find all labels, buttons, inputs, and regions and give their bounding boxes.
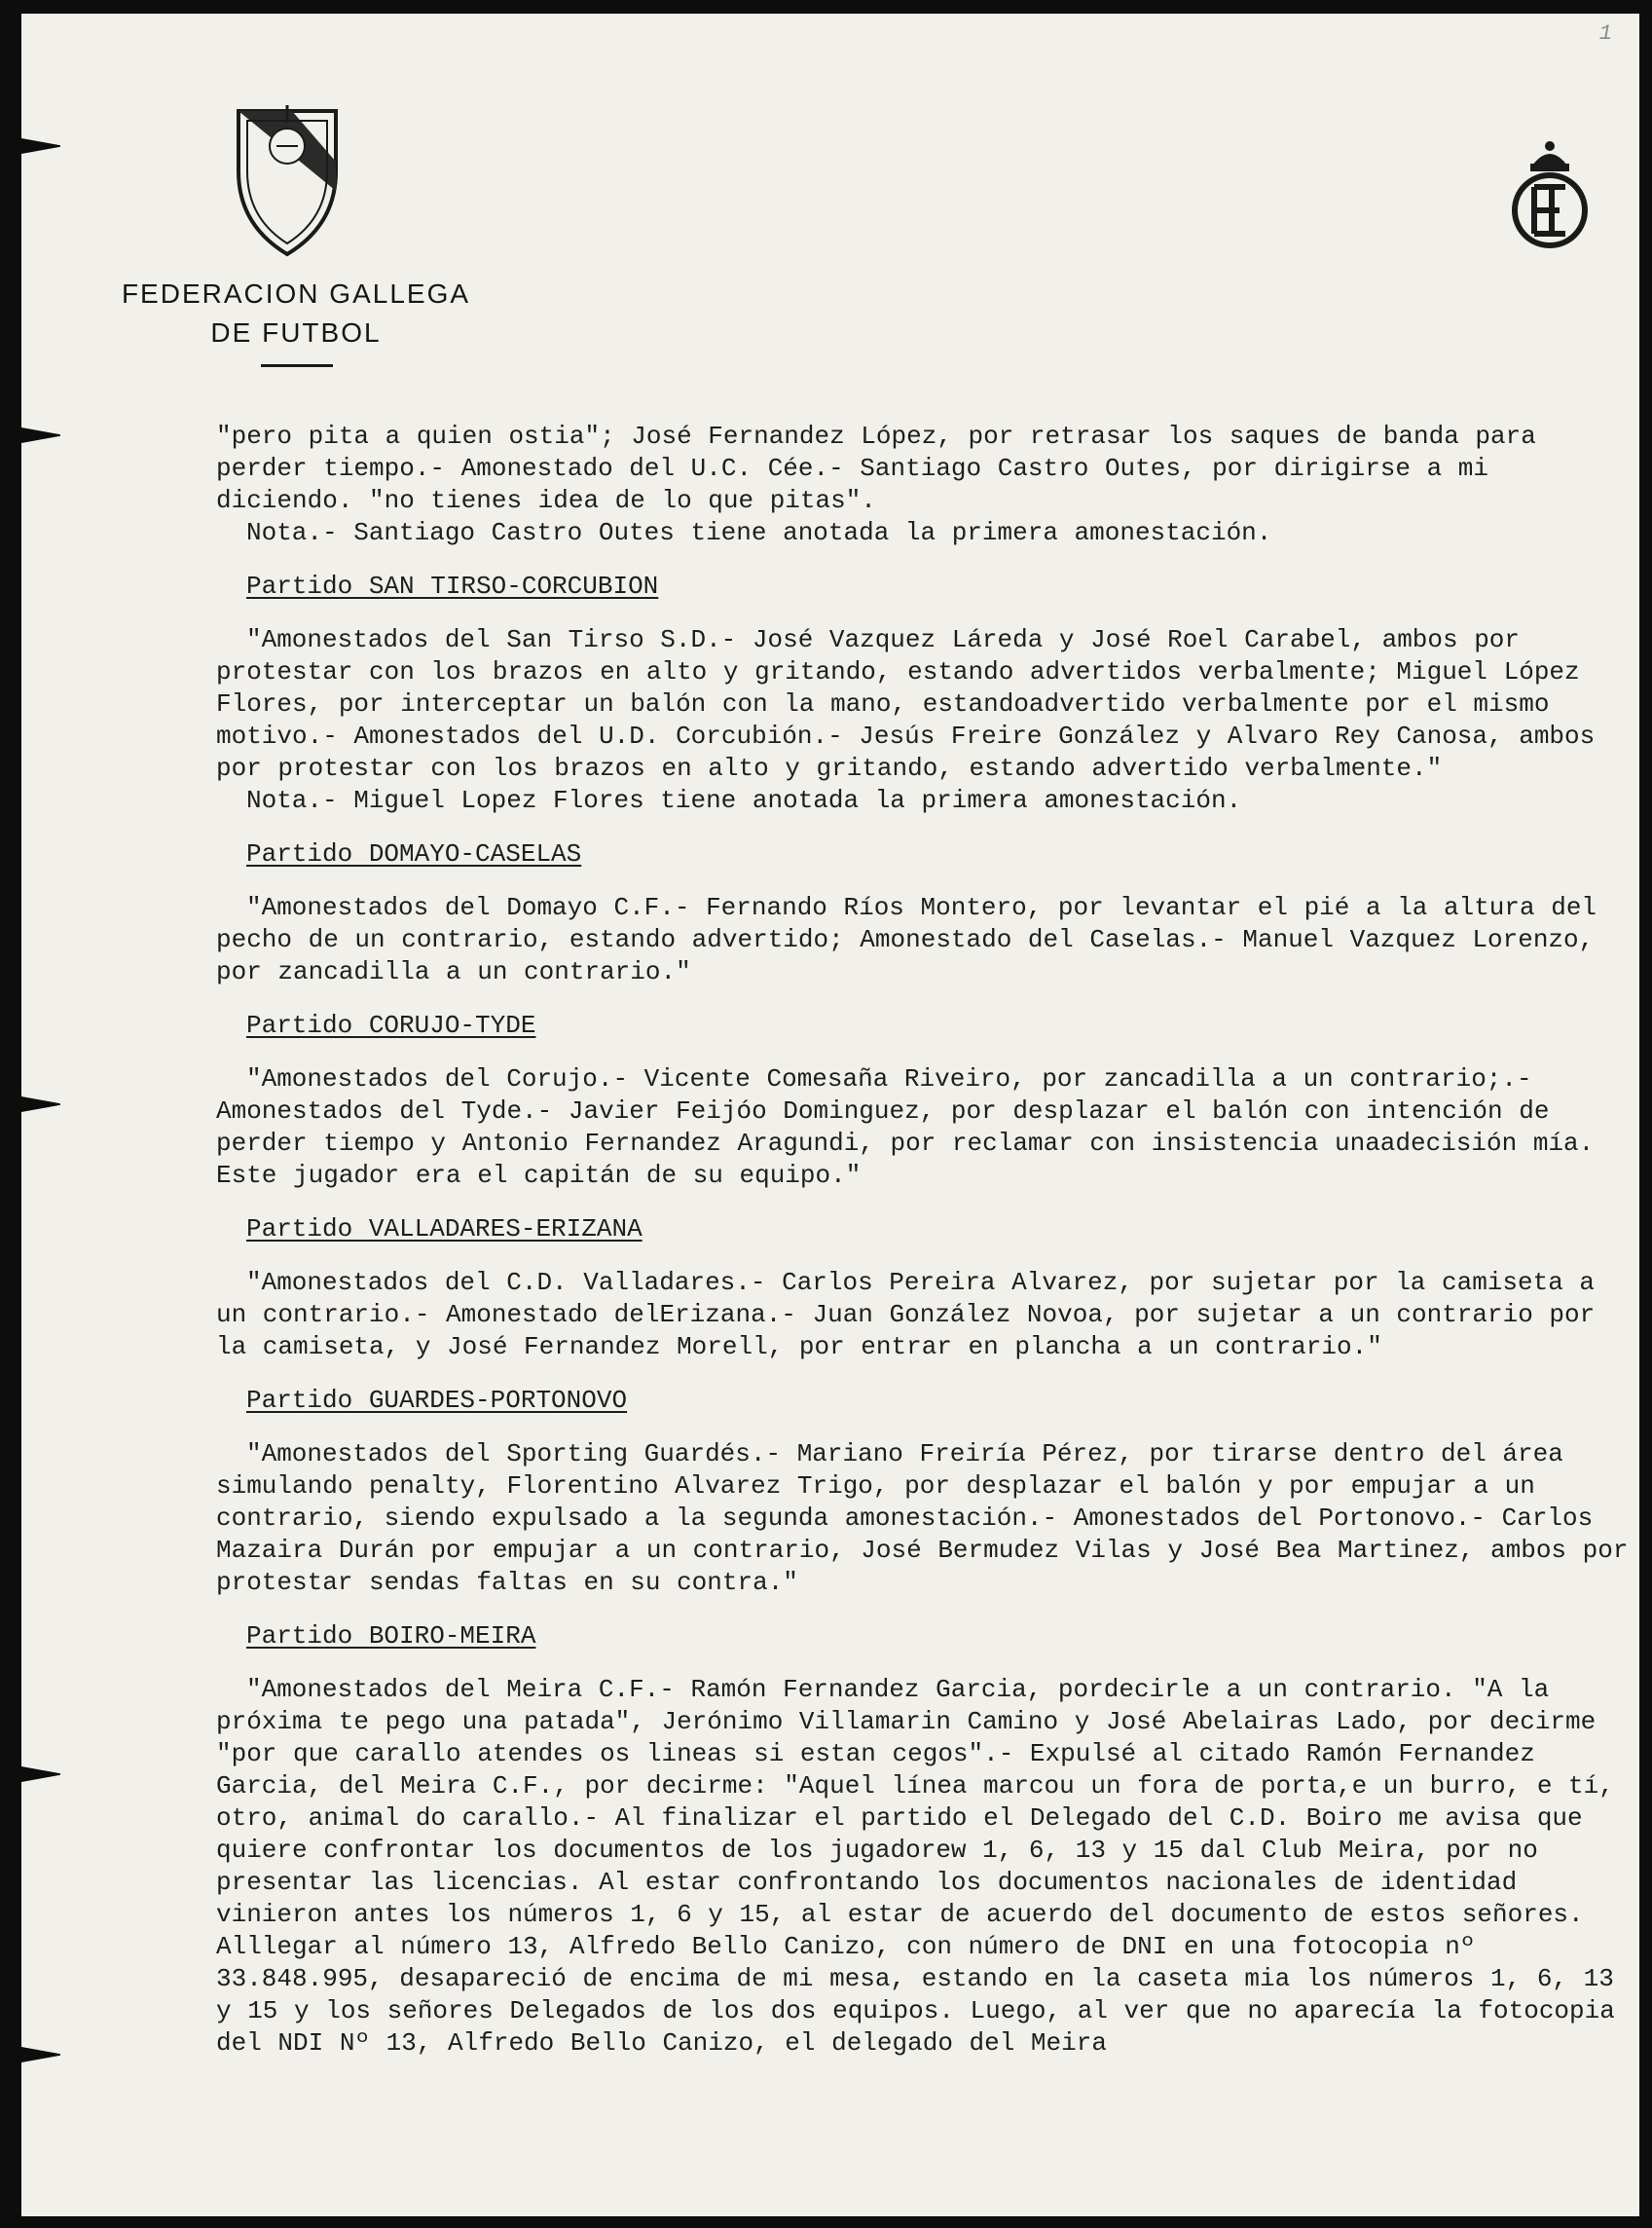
match-report: "Amonestados del Corujo.- Vicente Comesaña Riveiro, por zancadilla a un contrario;.- Amonestados del Tyde.- Javier Feijóo Dominguez, por desplazar el balón con intención de perder tiempo y Antonio Fernandez Aragundi, por reclamar con insistencia unaadecisión mía. Este jugador era el capitán de su equipo." — [216, 1064, 1595, 1190]
punch-hole — [21, 427, 60, 443]
match-report: "Amonestados del C.D. Valladares.- Carlos Pereira Alvarez, por sujetar por la camiseta a un contrario.- Amonestado delErizana.- Juan González Novoa, por sujetar a un contrario por la camiseta, y José Fernandez Morell, por entrar en plancha a un contrario." — [216, 1268, 1596, 1361]
document-page — [21, 14, 1639, 2216]
organization-line-2: DE FUTBOL — [210, 317, 382, 348]
match-heading: Partido BOIRO-MEIRA — [246, 1621, 536, 1651]
match-report: "Amonestados del Sporting Guardés.- Mariano Freiría Pérez, por tirarse dentro del área simulando penalty, Florentino Alvarez Trigo, por desplazar el balón y por empujar a un contrario, siendo expulsado a la segunda amonestación.- Amonestados del Portonovo.- Carlos Mazaira Durán por empujar a un contrario, José Bermudez Vilas y José Bea Martinez, ambos por protestar sendas faltas en su contra." — [216, 1439, 1629, 1597]
match-report: "Amonestados del Domayo C.F.- Fernando Ríos Montero, por levantar el pié a la altura del pecho de un contrario, estando advertido; Amonestado del Caselas.- Manuel Vazquez Lorenzo, por zancadilla a un contrario." — [216, 893, 1597, 986]
match-heading: Partido DOMAYO-CASELAS — [246, 839, 582, 869]
page-number: 1 — [1598, 21, 1612, 46]
match-heading: Partido GUARDES-PORTONOVO — [246, 1386, 628, 1415]
punch-hole — [21, 1766, 60, 1782]
intro-paragraph: "pero pita a quien ostia"; José Fernandez López, por retrasar los saques de banda para perder tiempo.- Amonestado del U.C. Cée.- Santiago Castro Outes, por dirigirse a mi diciendo. "no tienes idea de lo que pitas". — [216, 422, 1536, 515]
match-heading: Partido SAN TIRSO-CORCUBION — [246, 572, 659, 601]
match-note: Nota.- Miguel Lopez Flores tiene anotada la primera amonestación. — [246, 786, 1242, 815]
punch-hole — [21, 2047, 60, 2062]
report-body — [216, 421, 1639, 2060]
royal-spanish-federation-emblem-icon — [1505, 136, 1595, 251]
intro-note: Nota.- Santiago Castro Outes tiene anotada la primera amonestación. — [246, 518, 1272, 547]
match-report: "Amonestados del San Tirso S.D.- José Vazquez Láreda y José Roel Carabel, ambos por protestar con los brazos en alto y gritando, estando advertidos verbalmente; Miguel López Flores, por interceptar un balón con la mano, estandoadvertido verbalmente por el mismo motivo.- Amonestados del U.D. Corcubión.- Jesús Freire González y Alvaro Rey Canosa, ambos por protestar con los brazos en alto y gritando, estando advertido verbalmente." — [216, 625, 1596, 783]
match-heading: Partido VALLADARES-ERIZANA — [246, 1214, 642, 1244]
header-rule — [261, 364, 333, 367]
organization-line-1: FEDERACION GALLEGA — [121, 278, 471, 309]
galician-federation-shield-icon — [234, 103, 341, 259]
match-report: "Amonestados del Meira C.F.- Ramón Fernandez Garcia, pordecirle a un contrario. "A la próxima te pego una patada", Jerónimo Villamarin Camino y José Abelairas Lado, por decirme "por que carallo atendes os lineas si estan cegos".- Expulsé al citado Ramón Fernandez Garcia, del Meira C.F., por decirme: "Aquel línea marcou un fora de porta,e un burro, e tí, otro, animal do carallo.- Al finalizar el partido el Delegado del C.D. Boiro me avisa que quiere confrontar los documentos de los jugadorew 1, 6, 13 y 15 dal Club Meira, por no presentar las licencias. Al estar confrontando los documentos nacionales de identidad vinieron antes los números 1, 6 y 15, al estar de acuerdo del documento de estos señores. Alllegar al número 13, Alfredo Bello Canizo, con número de DNI en una fotocopia nº 33.848.995, desapareció de encima de mi mesa, estando en la caseta mia los números 1, 6, 13 y 15 y los señores Delegados de los dos equipos. Luego, al ver que no aparecía la fotocopia del NDI Nº 13, Alfredo Bello Canizo, el delegado del Meira — [216, 1675, 1615, 2058]
organization-name — [82, 275, 510, 353]
match-heading: Partido CORUJO-TYDE — [246, 1011, 536, 1040]
punch-hole — [21, 138, 60, 154]
punch-hole — [21, 1096, 60, 1112]
